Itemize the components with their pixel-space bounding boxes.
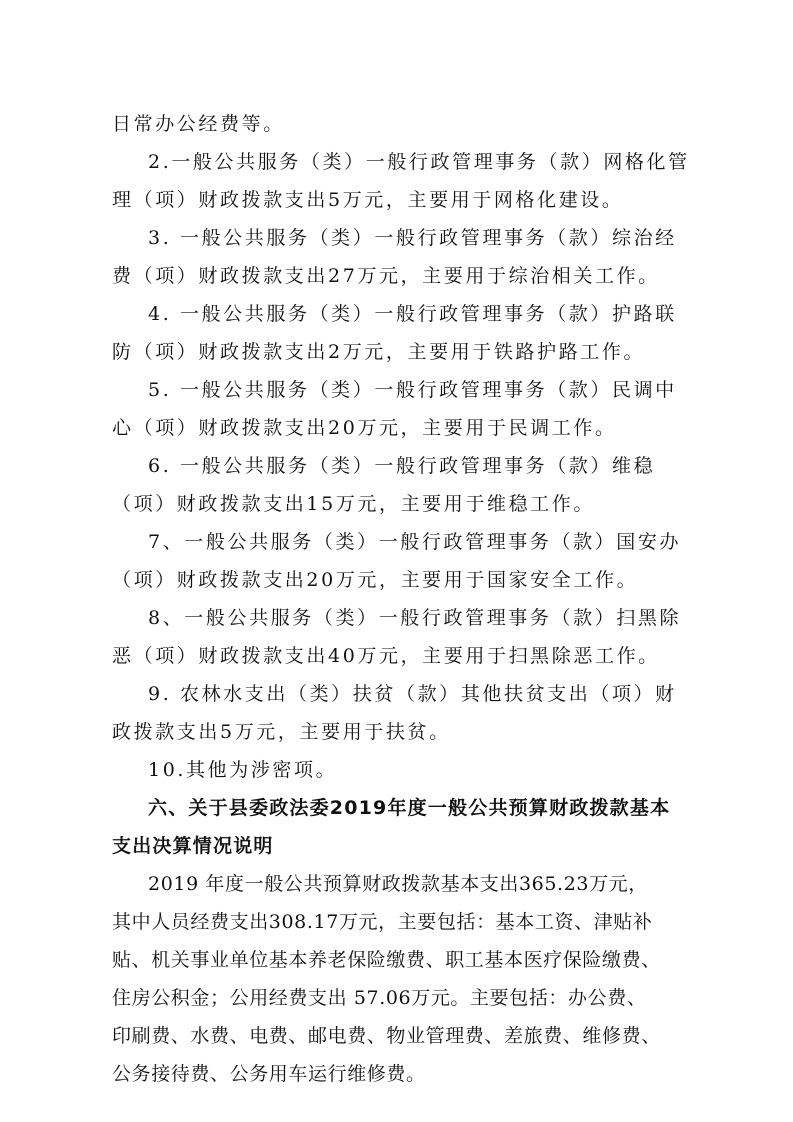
text-line-3: 理（项）财政拨款支出5万元，主要用于网格化建设。 bbox=[112, 189, 624, 211]
text-line-1: 日常办公经费等。 bbox=[112, 113, 285, 135]
text-line-8: 5. 一般公共服务（类）一般行政管理事务（款）民调中 bbox=[148, 379, 677, 401]
text-line-21: 2019 年度一般公共预算财政拨款基本支出365.23万元， bbox=[148, 873, 648, 895]
text-line-6: 4. 一般公共服务（类）一般行政管理事务（款）护路联 bbox=[148, 303, 677, 325]
text-line-24: 住房公积金；公用经费支出 57.06万元。主要包括：办公费、 bbox=[112, 987, 647, 1009]
text-line-18: 10.其他为涉密项。 bbox=[148, 759, 338, 781]
section-heading-line-2: 支出决算情况说明 bbox=[112, 835, 274, 857]
text-line-13: （项）财政拨款支出20万元，主要用于国家安全工作。 bbox=[112, 569, 639, 591]
text-line-14: 8、一般公共服务（类）一般行政管理事务（款）扫黑除 bbox=[148, 607, 682, 629]
text-line-15: 恶（项）财政拨款支出40万元，主要用于扫黑除恶工作。 bbox=[112, 645, 660, 667]
text-line-9: 心（项）财政拨款支出20万元，主要用于民调工作。 bbox=[112, 417, 617, 439]
section-heading-line-1: 六、关于县委政法委2019年度一般公共预算财政拨款基本 bbox=[148, 797, 671, 819]
text-line-23: 贴、机关事业单位基本养老保险缴费、职工基本医疗保险缴费、 bbox=[112, 949, 661, 971]
text-line-16: 9. 农林水支出（类）扶贫（款）其他扶贫支出（项）财 bbox=[148, 683, 677, 705]
text-line-26: 公务接待费、公务用车运行维修费。 bbox=[112, 1063, 426, 1085]
text-line-12: 7、一般公共服务（类）一般行政管理事务（款）国安办 bbox=[148, 531, 682, 553]
text-line-5: 费（项）财政拨款支出27万元，主要用于综治相关工作。 bbox=[112, 265, 660, 287]
text-line-25: 印刷费、水费、电费、邮电费、物业管理费、差旅费、维修费、 bbox=[112, 1025, 661, 1047]
text-line-22: 其中人员经费支出308.17万元，主要包括：基本工资、津贴补 bbox=[112, 911, 653, 933]
text-line-10: 6. 一般公共服务（类）一般行政管理事务（款）维稳 bbox=[148, 455, 656, 477]
text-line-7: 防（项）财政拨款支出2万元，主要用于铁路护路工作。 bbox=[112, 341, 646, 363]
text-line-4: 3. 一般公共服务（类）一般行政管理事务（款）综治经 bbox=[148, 227, 677, 249]
text-line-2: 2.一般公共服务（类）一般行政管理事务（款）网格化管 bbox=[148, 151, 690, 173]
text-line-17: 政拨款支出5万元，主要用于扶贫。 bbox=[112, 721, 451, 743]
text-line-11: （项）财政拨款支出15万元，主要用于维稳工作。 bbox=[112, 493, 595, 515]
